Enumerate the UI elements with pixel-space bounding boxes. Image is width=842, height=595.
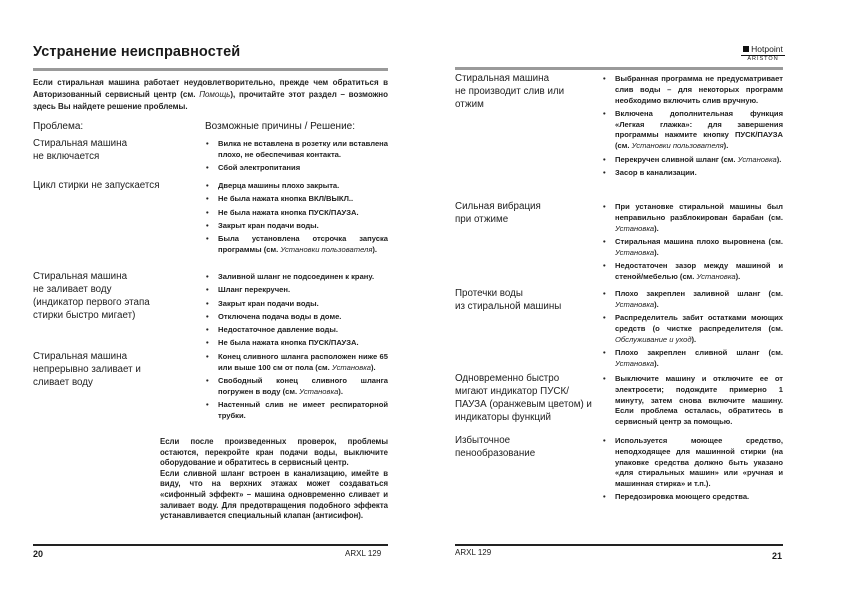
bullet-icon: • — [603, 374, 606, 383]
solution-item — [205, 194, 388, 205]
footer-rule — [33, 544, 388, 546]
bullet-icon: • — [206, 234, 209, 244]
problem-label: Стиральная машина не производит слив или отжим — [455, 73, 565, 110]
solution-text: ). — [654, 223, 659, 233]
solution-item — [602, 202, 783, 234]
bullet-icon: • — [206, 352, 209, 361]
section-reference: Установка — [331, 362, 372, 372]
solution-item — [602, 492, 783, 503]
footer-rule — [455, 544, 783, 546]
solution-text: Закрыт кран подачи воды. — [218, 298, 319, 308]
solution-list — [205, 139, 388, 176]
solution-text: Распределитель забит остатками моющих средств (о чистке распределителя (см. — [615, 313, 783, 333]
solution-text: Отключена подача воды в доме. — [218, 311, 342, 321]
solution-item — [602, 74, 783, 106]
solution-text: Дверца машины плохо закрыта. — [218, 181, 340, 190]
solution-text: Засор в канализации. — [615, 167, 697, 177]
solution-item — [205, 272, 388, 283]
problem-label: Одновременно быстро мигают индикатор ПУСК/ ПАУЗА (оранжевым цветом) и индикаторы функций — [455, 373, 592, 423]
solution-list — [205, 272, 388, 352]
bullet-icon: • — [603, 313, 606, 323]
page-title: Устранение неисправностей — [33, 44, 241, 60]
solution-item — [205, 139, 388, 161]
problem-column-header: Проблема: — [33, 121, 84, 132]
solution-item — [205, 400, 388, 422]
solution-item — [602, 261, 783, 283]
solution-text: Используется моющее средство, неподходящее для машинной стирки (на упаковке средства должно быть указано «для стиральных машин» или «ручная и машинная стирка» и т.п.). — [615, 436, 783, 489]
solution-text: ). — [654, 247, 659, 257]
note-paragraph-2: Если сливной шланг встроен в канализацию, имейте в виду, что на верхних этажах может создаваться «сифонный эффект» – машина одновременно сливает и заливает воду. Для предотвращения подобного эффекта устанавливается специальный клапан (антисифон). — [160, 468, 388, 521]
solution-text: Недостаточен зазор между машиной и стеной/мебелью (см. — [615, 260, 783, 281]
problem-label: Стиральная машина непрерывно заливает и сливает воду — [33, 351, 141, 388]
section-reference: Установка — [299, 386, 339, 396]
solution-item — [602, 155, 783, 166]
solution-item — [602, 168, 783, 179]
solution-text: Настенный слив не имеет респираторной трубки. — [218, 400, 388, 420]
solution-item — [602, 109, 783, 152]
solution-list — [602, 436, 783, 506]
bullet-icon: • — [206, 220, 209, 230]
solution-item — [205, 299, 388, 310]
solution-item — [205, 208, 388, 219]
section-reference: Обслуживание и уход — [615, 334, 692, 344]
solution-item — [205, 234, 388, 256]
solution-text: Свободный конец сливного шланга погружен в воду (см. — [218, 376, 388, 396]
bullet-icon: • — [206, 338, 209, 348]
solution-text: ). — [735, 271, 741, 281]
note-paragraph-1: Если после произведенных проверок, проблемы остаются, перекройте кран подачи воды, выключите оборудование и обратитесь в сервисный центр. — [160, 437, 388, 468]
page-number: 21 — [772, 551, 783, 561]
solution-text: ). — [372, 244, 378, 254]
section-reference: Установка — [615, 299, 655, 309]
solution-text: ). — [371, 362, 376, 372]
intro-text — [33, 77, 388, 113]
solution-item — [602, 289, 783, 311]
solution-list — [602, 289, 783, 372]
bullet-icon: • — [206, 376, 209, 386]
solution-text: Закрыт кран подачи воды. — [218, 220, 319, 230]
solution-item — [205, 181, 388, 192]
intro-text-2: ), прочитайте этот раздел – возможно здесь Вы найдете решение проблемы. — [33, 90, 388, 111]
note-block — [160, 437, 388, 522]
solution-text: Стиральная машина плохо выровнена (см. — [615, 236, 783, 246]
bullet-icon: • — [603, 347, 606, 357]
solution-item — [602, 436, 783, 490]
bullet-icon: • — [206, 163, 209, 173]
solution-text: Выключите машину и отключите ее от электросети; подождите примерно 1 минуту, затем снова включите машину. Если проблема осталась, обратитесь в сервисный центр за помощью. — [615, 374, 783, 427]
page-number: 20 — [33, 549, 44, 559]
bullet-icon: • — [206, 194, 209, 204]
solution-text: ). — [338, 386, 343, 396]
section-reference: Установка — [696, 271, 736, 281]
solution-text: Включена дополнительная функция «Легкая глажка»: для завершения программы нажмите кнопку ПУСК/ПАУЗА (см. — [615, 108, 783, 151]
solution-list — [205, 181, 388, 258]
bullet-icon: • — [603, 289, 606, 298]
section-reference: Установка — [615, 223, 655, 233]
bullet-icon: • — [603, 167, 606, 177]
solution-list — [205, 352, 388, 424]
solution-text: При установке стиральной машины был неправильно разблокирован барабан (см. — [615, 202, 783, 222]
solution-item — [602, 313, 783, 345]
bullet-icon: • — [206, 139, 209, 148]
bullet-icon: • — [206, 298, 209, 308]
bullet-icon: • — [206, 400, 209, 410]
solution-list — [602, 74, 783, 181]
section-reference: Установки пользователя — [280, 244, 373, 254]
bullet-icon: • — [206, 285, 209, 295]
solution-text: Сбой электропитания — [218, 163, 301, 173]
solution-text: Не была нажата кнопка ПУСК/ПАУЗА. — [218, 338, 359, 348]
solution-item — [602, 374, 783, 428]
solution-list — [602, 202, 783, 285]
solution-text: Выбранная программа не предусматривает слив воды – для некоторых программ необходимо включить слив вручную. — [615, 74, 783, 105]
model-label: ARXL 129 — [455, 548, 492, 557]
bullet-icon: • — [603, 492, 606, 502]
problem-label: Сильная вибрация при отжиме — [455, 201, 541, 225]
solution-item — [602, 348, 783, 370]
bullet-icon: • — [603, 260, 606, 270]
header-rule — [455, 67, 783, 70]
bullet-icon: • — [603, 436, 606, 445]
brand-logo — [741, 44, 785, 62]
solution-text: Не была нажата кнопка ВКЛ/ВЫКЛ.. — [218, 194, 354, 204]
solution-text: Передозировка моющего средства. — [615, 492, 750, 502]
solution-text: Шланг перекручен. — [218, 285, 291, 295]
bullet-icon: • — [206, 272, 209, 281]
title-rule — [33, 68, 388, 71]
solution-text: Заливной шланг не подсоединен к крану. — [218, 272, 375, 281]
problem-label: Цикл стирки не запускается — [33, 180, 160, 191]
section-reference: Установка — [615, 358, 655, 368]
bullet-icon: • — [603, 236, 606, 246]
section-reference: Установка — [615, 247, 655, 257]
solution-text: Плохо закреплен заливной шланг (см. — [615, 289, 783, 298]
bullet-icon: • — [603, 108, 606, 118]
solution-item — [205, 163, 388, 174]
solution-text: Плохо закреплен сливной шланг (см. — [615, 347, 783, 357]
solution-list — [602, 374, 783, 430]
solution-text: ). — [691, 334, 697, 344]
solution-item — [205, 325, 388, 336]
bullet-icon: • — [603, 202, 606, 211]
logo-brand: Hotpoint — [751, 44, 783, 54]
problem-label: Избыточное пенообразование — [455, 435, 536, 459]
solution-item — [205, 376, 388, 398]
problem-label: Стиральная машина не заливает воду (индикатор первого этапа стирки быстро мигает) — [33, 271, 150, 321]
logo-sub: ARISTON — [741, 55, 785, 62]
logo-square-icon — [743, 46, 749, 52]
solution-text: ). — [776, 154, 782, 164]
bullet-icon: • — [603, 74, 606, 83]
solution-text: Вилка не вставлена в розетку или вставлена плохо, не обеспечивая контакта. — [218, 139, 388, 159]
solution-item — [205, 285, 388, 296]
solution-item — [205, 338, 388, 349]
bullet-icon: • — [206, 181, 209, 190]
solution-text: Конец сливного шланга расположен ниже 65 или выше 100 см от пола (см. — [218, 352, 388, 372]
solution-text: ). — [723, 141, 729, 151]
problem-label: Протечки воды из стиральной машины — [455, 288, 562, 312]
bullet-icon: • — [206, 325, 209, 335]
bullet-icon: • — [206, 207, 209, 217]
solution-text: Недостаточное давление воды. — [218, 325, 338, 335]
model-label: ARXL 129 — [345, 549, 382, 558]
solution-text: Была установлена отсрочка запуска программы (см. — [218, 234, 388, 254]
section-reference: Установки пользователя — [631, 141, 724, 151]
solution-text: ). — [654, 358, 659, 368]
bullet-icon: • — [206, 311, 209, 321]
solution-text: Перекручен сливной шланг (см. — [615, 154, 738, 164]
solution-item — [602, 237, 783, 259]
solution-item — [205, 352, 388, 374]
solution-item — [205, 221, 388, 232]
solution-column-header: Возможные причины / Решение: — [205, 121, 355, 132]
solution-item — [205, 312, 388, 323]
intro-ref: Помощь — [199, 90, 231, 99]
bullet-icon: • — [603, 154, 606, 164]
solution-text: Не была нажата кнопка ПУСК/ПАУЗА. — [218, 207, 359, 217]
solution-text: ). — [654, 299, 659, 309]
intro-text-1: Если стиральная машина работает неудовлетворительно, прежде чем обратиться в Авторизованный сервисный центр (см. — [33, 78, 388, 99]
problem-label: Стиральная машина не включается — [33, 138, 128, 162]
section-reference: Установка — [737, 154, 777, 164]
